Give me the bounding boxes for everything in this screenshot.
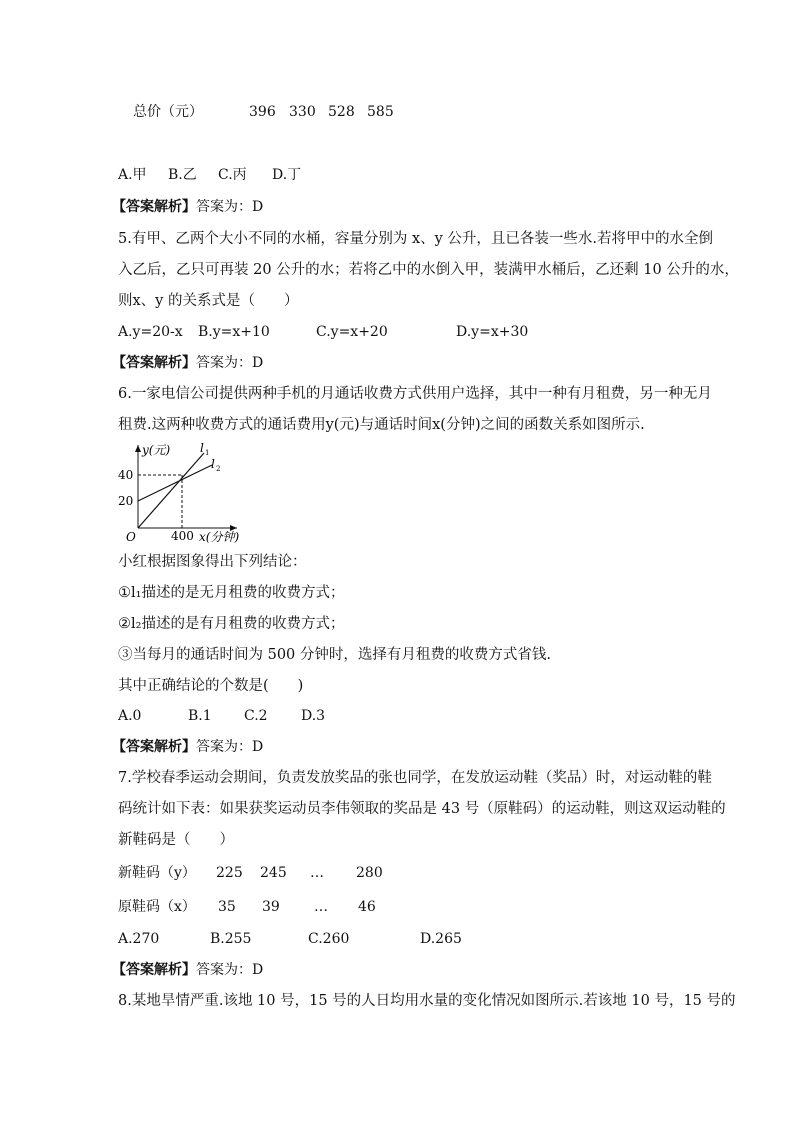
total-price-label: 总价（元） [133, 104, 203, 120]
option: C.丙 [218, 167, 247, 183]
q6-intro: 小红根据图象得出下列结论： [118, 554, 307, 570]
option: B.乙 [168, 167, 197, 183]
q5-line3: 则x、y 的关系式是（ ） [118, 293, 299, 309]
answer-text: 答案为：D [196, 355, 264, 371]
answer-tag: 【答案解析】 [112, 199, 196, 215]
row-value: 39 [262, 899, 280, 915]
option: A.270 [118, 931, 160, 947]
answer-line [112, 737, 263, 757]
option: C.2 [244, 708, 268, 724]
row-value: 225 [216, 865, 243, 881]
row-value: 46 [358, 899, 376, 915]
total-price-value: 396 [249, 104, 276, 120]
q6-line2: 租费.这两种收费方式的通话费用y(元)与通话时间x(分钟)之间的函数关系如图所示. [118, 417, 645, 433]
q7-line2: 码统计如下表：如果获奖运动员李伟领取的奖品是 43 号（原鞋码）的运动鞋，则这双运动鞋的 [118, 801, 726, 817]
q6-graph [112, 440, 242, 544]
row-value: 245 [260, 865, 287, 881]
q7-line3: 新鞋码是（ ） [118, 832, 234, 848]
answer-tag: 【答案解析】 [112, 962, 196, 978]
total-price-value: 330 [289, 104, 316, 120]
q7-row-new [118, 863, 396, 883]
row-value: 35 [218, 899, 236, 915]
option: D.3 [301, 708, 326, 724]
answer-text: 答案为：D [196, 739, 264, 755]
y-axis-arrow [135, 445, 141, 452]
origin-label: O [126, 530, 136, 544]
answer-line [112, 353, 263, 373]
option: D.y=x+30 [456, 324, 529, 340]
l2-label: l [211, 457, 215, 471]
y-tick-20: 20 [118, 494, 134, 508]
option: D.265 [420, 931, 462, 947]
q7-line1: 7.学校春季运动会期间，负责发放奖品的张也同学，在发放运动鞋（奖品）时，对运动鞋的鞋 [118, 770, 712, 786]
q7-options [118, 929, 480, 949]
answer-text: 答案为：D [196, 199, 264, 215]
row-value: … [314, 899, 328, 915]
q5-options [118, 322, 536, 342]
option: C.y=x+20 [316, 324, 388, 340]
q5-line1: 5.有甲、乙两个大小不同的水桶，容量分别为 x、y 公升，且已各装一些水.若将甲中的水全倒 [118, 231, 714, 247]
answer-line [112, 960, 263, 980]
x-tick-400: 400 [171, 529, 194, 543]
q4-options [118, 165, 312, 185]
total-price-row [133, 102, 407, 122]
q6-conclusion-2: ②l₂描述的是有月租费的收费方式； [118, 616, 345, 632]
y-axis-label: y(元) [142, 443, 171, 457]
option: D.丁 [272, 167, 302, 183]
answer-tag: 【答案解析】 [112, 739, 196, 755]
line-l2 [138, 465, 212, 501]
total-price-value: 585 [367, 104, 394, 120]
q7-row-old [118, 897, 398, 917]
row-value: … [310, 865, 324, 881]
option: A.甲 [118, 167, 147, 183]
l2-subscript: 2 [216, 465, 221, 473]
q6-ask: 其中正确结论的个数是( ) [118, 678, 304, 694]
option: A.y=20-x [118, 324, 183, 340]
l1-subscript: 1 [205, 449, 210, 457]
q6-line1: 6.一家电信公司提供两种手机的月通话收费方式供用户选择，其中一种有月租费，另一种无月 [118, 386, 712, 402]
option: B.1 [188, 708, 212, 724]
q5-line2: 入乙后，乙只可再装 20 公升的水；若将乙中的水倒入甲，装满甲水桶后，乙还剩 10 公升的水， [118, 262, 739, 278]
q6-conclusion-3: ③当每月的通话时间为 500 分钟时，选择有月租费的收费方式省钱. [118, 647, 552, 663]
q8-line1: 8.某地旱情严重.该地 10 号，15 号的人日均用水量的变化情况如图所示.若该地 10 号，15 号的 [118, 993, 736, 1009]
row-label: 新鞋码（y） [118, 865, 196, 881]
option: B.255 [210, 931, 252, 947]
option: C.260 [308, 931, 350, 947]
answer-line [112, 197, 263, 217]
total-price-value: 528 [328, 104, 355, 120]
q6-options [118, 706, 341, 726]
line-l1 [138, 453, 204, 528]
answer-tag: 【答案解析】 [112, 355, 196, 371]
option: A.0 [118, 708, 142, 724]
l1-label: l [200, 441, 204, 455]
answer-text: 答案为：D [196, 962, 264, 978]
option: B.y=x+10 [198, 324, 270, 340]
row-label: 原鞋码（x） [118, 899, 196, 915]
x-axis-label: x(分钟) [199, 530, 240, 544]
y-tick-40: 40 [118, 468, 134, 482]
row-value: 280 [356, 865, 383, 881]
q6-conclusion-1: ①l₁描述的是无月租费的收费方式； [118, 585, 345, 601]
